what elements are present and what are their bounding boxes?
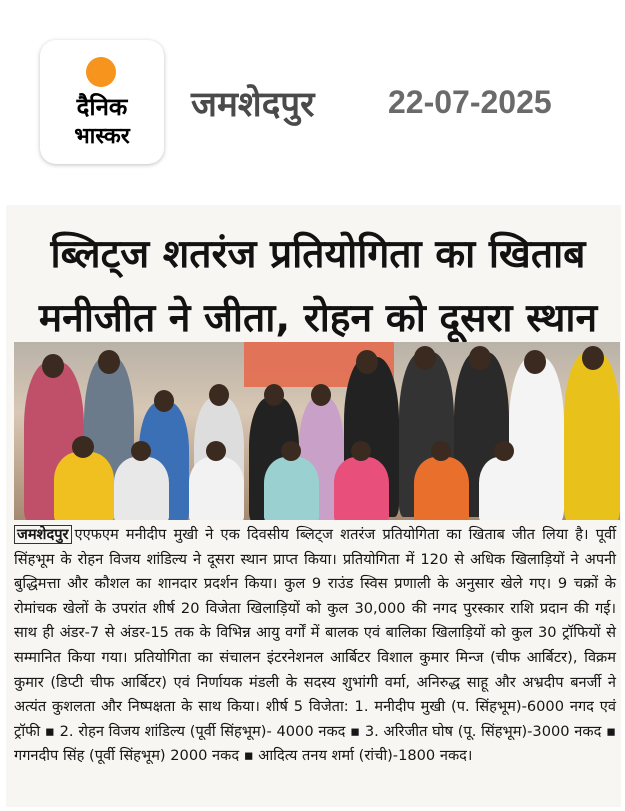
dainik-bhaskar-logo (40, 40, 164, 164)
head (42, 354, 64, 378)
head (414, 346, 436, 370)
head (494, 441, 514, 461)
head (206, 441, 226, 461)
person (54, 452, 114, 520)
article-body (14, 523, 616, 769)
headline-line-2: मनीजीत ने जीता, रोहन को दूसरा स्थान (38, 296, 598, 341)
head (311, 384, 331, 406)
edition-city: जमशेदपुर (191, 85, 315, 125)
head (209, 384, 229, 406)
person (264, 457, 319, 520)
person (189, 457, 244, 520)
dateline: जमशेदपुर (14, 525, 72, 544)
logo-text-line1: दैनिक (76, 93, 128, 121)
head (431, 441, 451, 461)
person (564, 352, 620, 520)
head (582, 346, 604, 370)
head (356, 350, 378, 374)
head (351, 441, 371, 461)
person (479, 457, 529, 520)
head (154, 390, 174, 412)
logo-text-line2: भास्कर (74, 124, 130, 149)
head (72, 436, 94, 458)
person (414, 457, 469, 520)
edition-date: 22-07-2025 (388, 84, 552, 120)
head (98, 350, 120, 374)
sun-icon (86, 57, 116, 87)
person (334, 457, 389, 520)
head (469, 346, 491, 370)
article-text: एएफएम मनीदीप मुखी ने एक दिवसीय ब्लिट्ज शतरंज प्रतियोगिता का खिताब जीत लिया है। पूर्वी सिंहभूम के रोहन विजय शांडिल्य ने दूसरा स्थान प्राप्त किया। प्रतियोगिता में 120 से अधिक खिलाड़ियों ने अपनी बुद्धिमत्ता और कौशल का शानदार प्रदर्शन किया। कुल 9 राउंड स्विस प्रणाली के अनुसार खेले गए। 9 चक्रों के रोमांचक खेलों के उपरांत शीर्ष 20 विजेता खिलाड़ियों को कुल 30,000 की नगद पुरस्कार राशि प्रदान की गई। साथ ही अंडर-7 से अंडर-15 तक के विभिन्न आयु वर्गों में बालक एवं बालिका खिलाड़ियों को कुल 30 ट्रॉफियों से सम्मानित किया गया। प्रतियोगिता का संचालन इंटरनेशनल आर्बिटर विशाल कुमार मिन्ज (चीफ आर्बिटर), विक्रम कुमार (डिप्टी चीफ आर्बिटर) एवं निर्णायक मंडली के सदस्य शुभांगी वर्मा, अनिरुद्ध साहू और अभ्रदीप बनर्जी ने अत्यंत कुशलता और निष्पक्षता के साथ किया। शीर्ष 5 विजेता: 1. मनीदीप मुखी (प. सिंहभूम)-6000 नगद एवं ट्रॉफी ▪ 2. रोहन विजय शांडिल्य (पूर्वी सिंहभूम)- 4000 नकद ▪ 3. अरिजीत घोष (पू. सिंहभूम)-3000 नकद ▪ गगनदीप सिंह (पूर्वी सिंहभूम) 2000 नकद ▪ आदित्य तनय शर्मा (रांची)-1800 नकद। (14, 526, 616, 765)
group-photo (14, 342, 620, 520)
head (281, 441, 301, 461)
head (264, 384, 284, 406)
person (114, 457, 169, 520)
head (131, 441, 151, 461)
head (524, 350, 546, 374)
headline-line-1: ब्लिट्ज शतरंज प्रतियोगिता का खिताब (50, 232, 586, 277)
